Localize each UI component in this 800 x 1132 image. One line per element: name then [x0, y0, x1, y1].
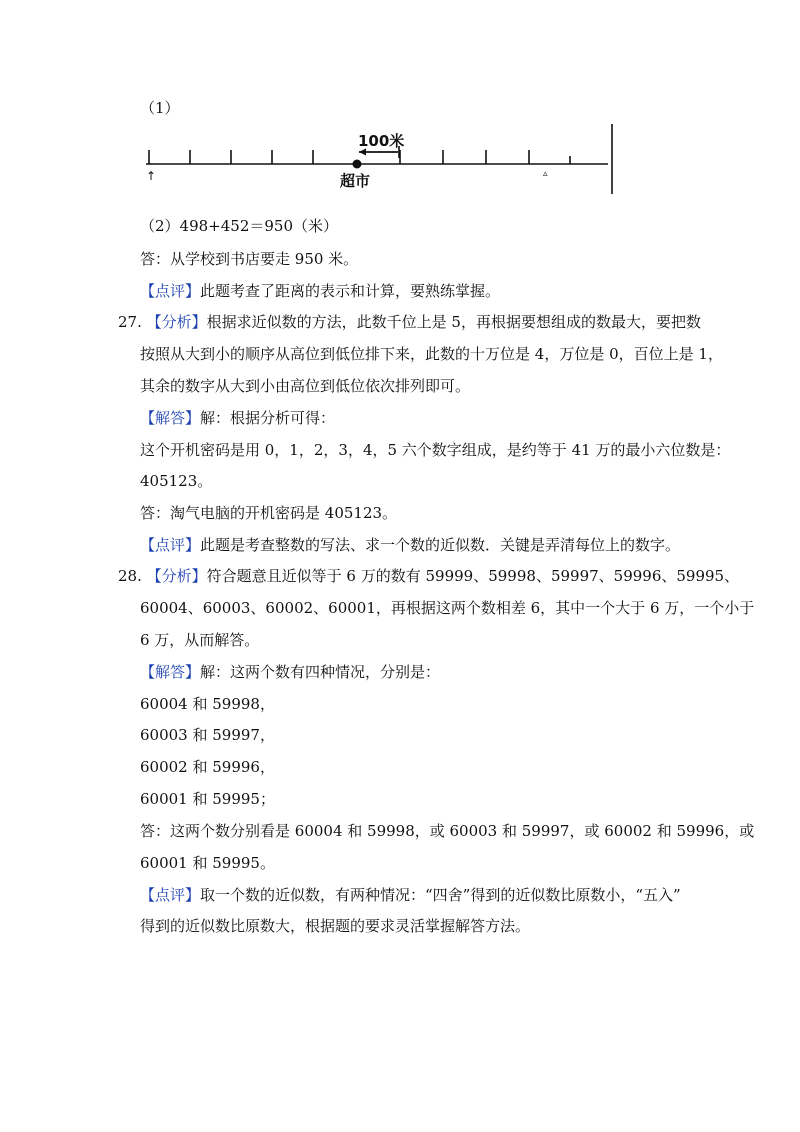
q28-pair2: 60003 和 59997，: [140, 726, 275, 744]
q27-solution-line2: 这个开机密码是用 0，1，2，3，4，5 六个数字组成，是约等于 41 万的最小六位数是：: [140, 441, 731, 459]
q28-review-line2: 得到的近似数比原数大，根据题的要求灵活掌握解答方法。: [140, 917, 531, 935]
solution-text: 解：根据分析可得：: [200, 409, 336, 427]
review-text: 此题考查了距离的表示和计算，要熟练掌握。: [200, 282, 501, 300]
up-arrow-icon: ↑: [146, 169, 157, 183]
q28-pair4: 60001 和 59995；: [140, 790, 275, 808]
supermarket-dot: [353, 160, 362, 169]
q28-analysis-line1: [118, 566, 739, 586]
q27-answer: 答：淘气电脑的开机密码是 405123。: [140, 504, 398, 522]
q28-analysis-line2: 60004、60003、60002、60001，再根据这两个数相差 6，其中一个大于 6 万，一个小于: [140, 599, 755, 617]
supermarket-label: 超市: [340, 172, 371, 190]
part2-answer: 答：从学校到书店要走 950 米。: [140, 250, 359, 268]
part1-label: （1）: [140, 99, 180, 117]
part2-calculation: （2）498+452＝950（米）: [140, 217, 339, 235]
number-line-diagram: [140, 122, 620, 202]
q27-analysis-line3: 其余的数字从大到小由高位到低位依次排列即可。: [140, 377, 471, 395]
q28-analysis-line3: 6 万，从而解答。: [140, 631, 260, 649]
q27-solution-line1: [140, 408, 335, 428]
q28-answer-line1: 答：这两个数分别看是 60004 和 59998，或 60003 和 59997，或 60002 和 59996，或: [140, 822, 755, 840]
review-text: 此题是考查整数的写法、求一个数的近似数．关键是弄清每位上的数字。: [200, 536, 681, 554]
triangle-mark-icon: ▵: [543, 169, 548, 179]
analysis-tag: 【分析】: [146, 567, 207, 585]
q28-review-line1: [140, 885, 681, 905]
review-tag: 【点评】: [140, 886, 201, 904]
question-number: 28.: [118, 567, 142, 585]
q27-solution-line3: 405123。: [140, 472, 213, 490]
review-tag: 【点评】: [140, 282, 201, 300]
q28-answer-line2: 60001 和 59995。: [140, 854, 275, 872]
q27-analysis-line2: 按照从大到小的顺序从高位到低位排下来，此数的十万位是 4，万位是 0，百位上是 1，: [140, 345, 723, 363]
review-tag: 【点评】: [140, 536, 201, 554]
solution-text: 解：这两个数有四种情况，分别是：: [200, 663, 441, 681]
solution-tag: 【解答】: [140, 663, 201, 681]
solution-tag: 【解答】: [140, 409, 201, 427]
q28-pair3: 60002 和 59996，: [140, 758, 275, 776]
analysis-text: 符合题意且近似等于 6 万的数有 59999、59998、59997、59996、59995、: [206, 567, 740, 585]
analysis-text: 根据求近似数的方法，此数千位上是 5，再根据要想组成的数最大，要把数: [206, 313, 701, 331]
distance-label: 100米: [358, 132, 405, 150]
review-26: [140, 281, 500, 301]
q27-analysis-line1: [118, 312, 701, 332]
question-number: 27.: [118, 313, 142, 331]
analysis-tag: 【分析】: [146, 313, 207, 331]
q28-solution-line1: [140, 662, 440, 682]
review-text: 取一个数的近似数，有两种情况：“四舍”得到的近似数比原数小，“五入”: [200, 886, 681, 904]
q27-review: [140, 535, 680, 555]
q28-pair1: 60004 和 59998，: [140, 695, 275, 713]
